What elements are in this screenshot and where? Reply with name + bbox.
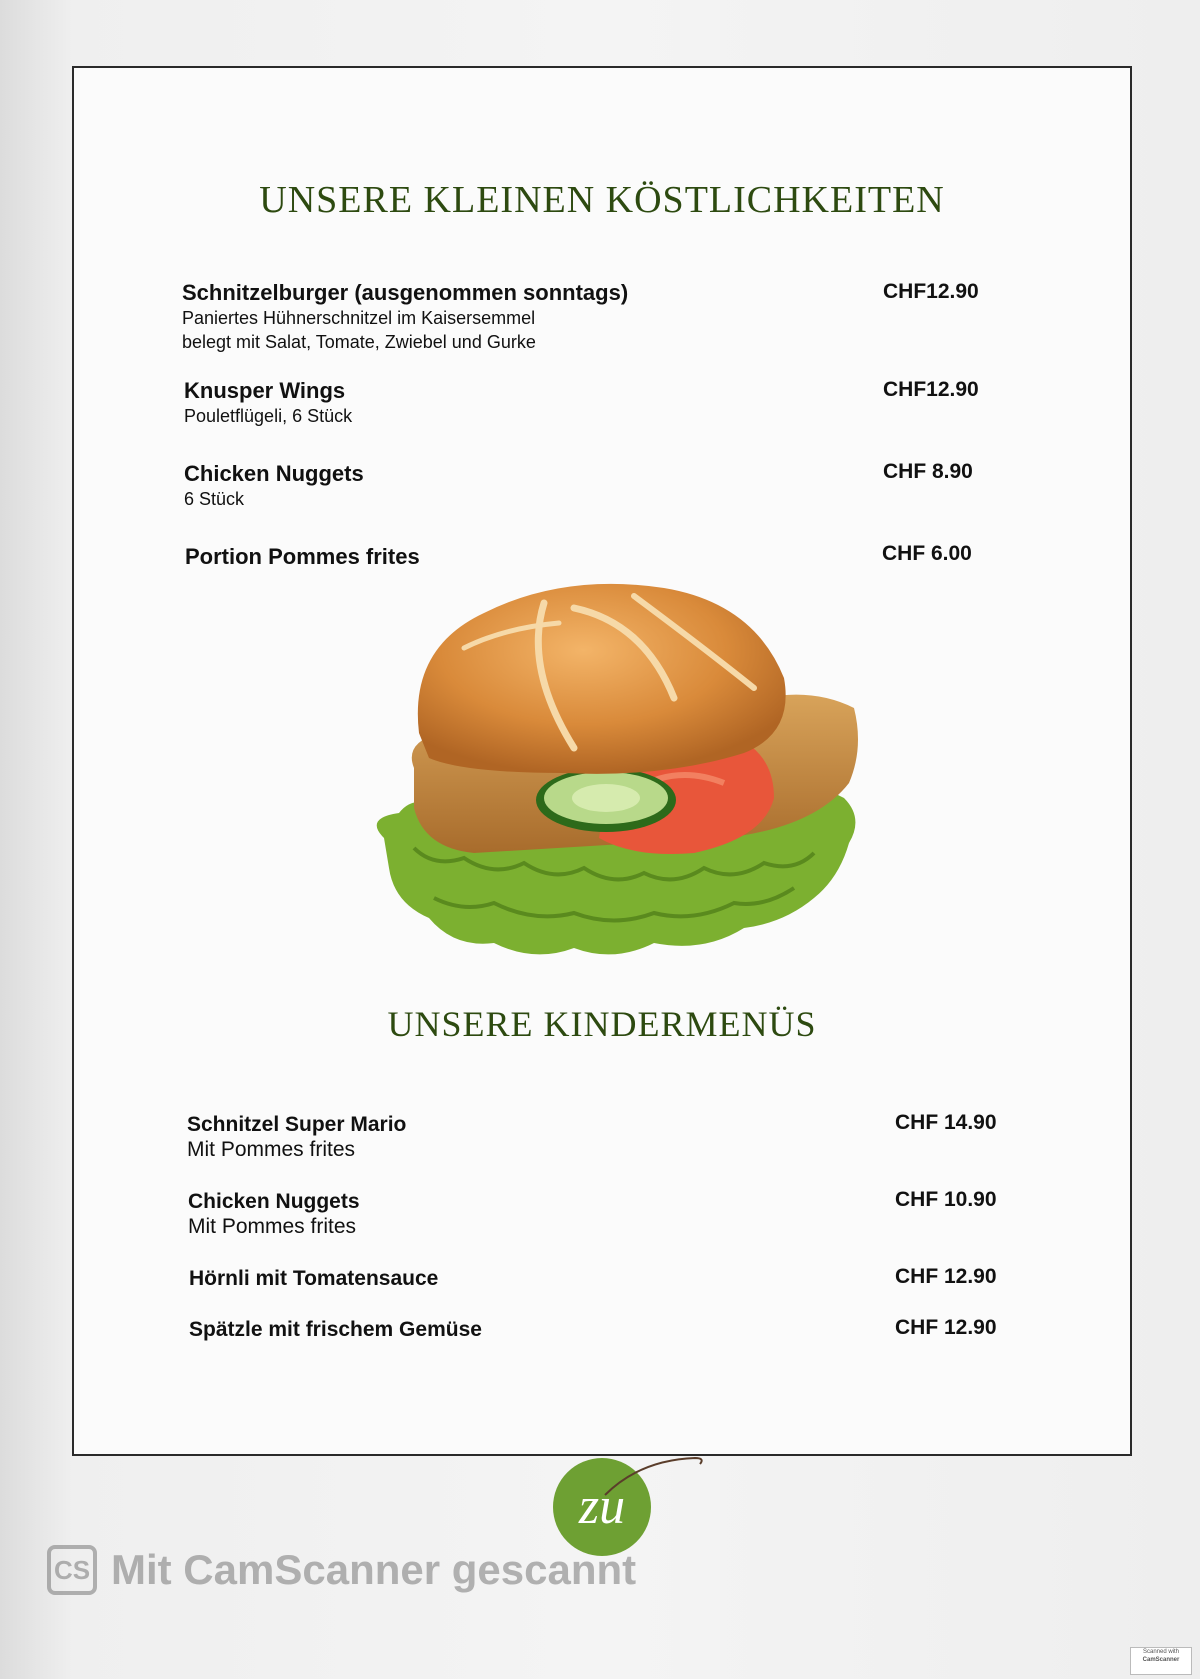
item-name: Chicken Nuggets (188, 1190, 360, 1213)
item-price: CHF 6.00 (882, 542, 972, 565)
item-price: CHF12.90 (883, 378, 979, 401)
item-name: Portion Pommes frites (185, 544, 420, 569)
item-name: Schnitzel Super Mario (187, 1113, 407, 1136)
item-name: Spätzle mit frischem Gemüse (189, 1318, 482, 1341)
menu-item (189, 1266, 438, 1292)
menu-item (184, 378, 352, 428)
camscanner-badge (1130, 1647, 1192, 1675)
item-description: Mit Pommes frites (188, 1215, 357, 1238)
item-price: CHF 12.90 (895, 1316, 997, 1339)
item-name: Schnitzelburger (ausgenommen sonntags) (182, 280, 629, 305)
menu-item (184, 461, 364, 511)
section-title-kids-menu: UNSERE KINDERMENÜS (387, 1004, 817, 1044)
item-price: CHF 14.90 (895, 1111, 997, 1134)
item-description: Paniertes Hühnerschnitzel im Kaisersemmel (182, 308, 536, 328)
menu-item (185, 544, 420, 570)
item-price: CHF 12.90 (895, 1265, 997, 1288)
item-description: 6 Stück (184, 489, 245, 509)
camscanner-watermark (47, 1545, 636, 1595)
item-price: CHF 8.90 (883, 460, 973, 483)
menu-page (72, 66, 1132, 1456)
item-description: Pouletflügeli, 6 Stück (184, 406, 353, 426)
item-description: Mit Pommes frites (187, 1138, 356, 1161)
logo-text: zu (578, 1478, 626, 1535)
logo-swash-icon (600, 1450, 710, 1510)
camscanner-icon: CS (47, 1545, 97, 1595)
item-price: CHF 10.90 (895, 1188, 997, 1211)
cucumber-slice (536, 768, 676, 832)
menu-item (182, 280, 628, 354)
section-title-snacks: UNSERE KLEINEN KÖSTLICHKEITEN (259, 179, 945, 221)
menu-item (188, 1189, 360, 1239)
item-description: belegt mit Salat, Tomate, Zwiebel und Gurke (182, 332, 536, 352)
schnitzelburger-image (344, 568, 864, 968)
menu-item (189, 1317, 482, 1343)
item-price: CHF12.90 (883, 280, 979, 303)
item-name: Chicken Nuggets (184, 461, 364, 486)
item-name: Knusper Wings (184, 378, 346, 403)
item-name: Hörnli mit Tomatensauce (189, 1267, 439, 1290)
watermark-text: Mit CamScanner gescannt (111, 1546, 637, 1593)
badge-line: Scanned with (1142, 1649, 1180, 1655)
badge-line: CamScanner (1142, 1657, 1180, 1663)
bun (418, 584, 786, 774)
menu-item (187, 1112, 406, 1162)
